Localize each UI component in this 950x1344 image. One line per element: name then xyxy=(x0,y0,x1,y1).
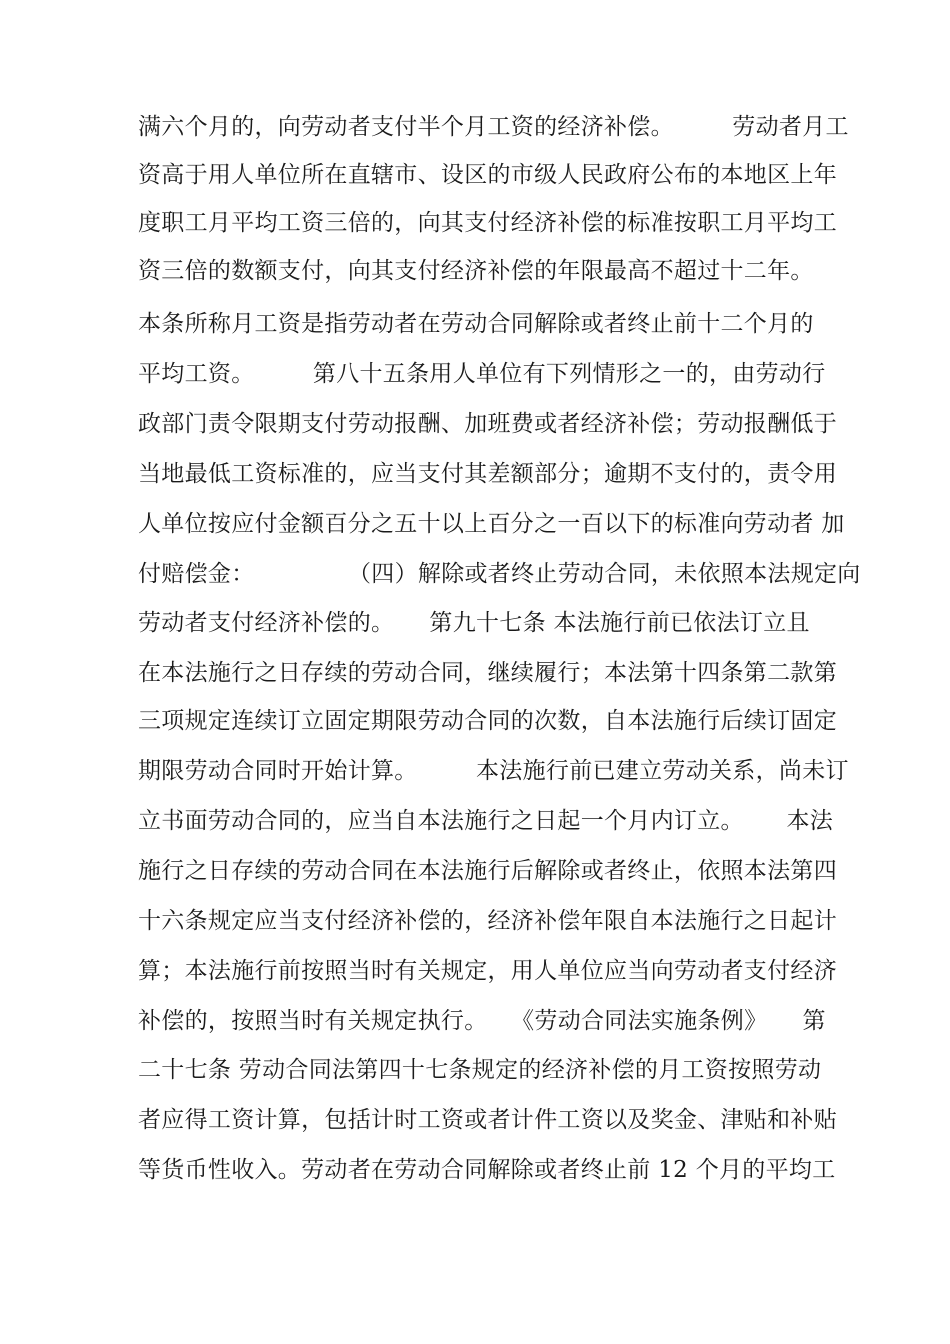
text-line: 满六个月的，向劳动者支付半个月工资的经济补偿。 劳动者月工 xyxy=(138,114,849,140)
text-line: 政部门责令限期支付劳动报酬、加班费或者经济补偿；劳动报酬低于 xyxy=(138,411,837,437)
text-line: 补偿的，按照当时有关规定执行。 《劳动合同法实施条例》 第 xyxy=(138,1008,826,1034)
text-line: 付赔偿金： （四）解除或者终止劳动合同，未依照本法规定向 xyxy=(138,561,861,587)
text-line: 二十七条 劳动合同法第四十七条规定的经济补偿的月工资按照劳动 xyxy=(138,1057,822,1083)
text-line: 资三倍的数额支付，向其支付经济补偿的年限最高不超过十二年。 xyxy=(138,258,814,284)
text-line: 等货币性收入。劳动者在劳动合同解除或者终止前 12 个月的平均工 xyxy=(138,1157,836,1183)
text-line: 当地最低工资标准的，应当支付其差额部分；逾期不支付的，责令用 xyxy=(138,461,837,487)
text-line: 期限劳动合同时开始计算。 本法施行前已建立劳动关系，尚未订 xyxy=(138,758,849,784)
text-line: 立书面劳动合同的，应当自本法施行之日起一个月内订立。 本法 xyxy=(138,808,834,834)
text-line: 度职工月平均工资三倍的，向其支付经济补偿的标准按职工月平均工 xyxy=(138,210,837,236)
text-line: 人单位按应付金额百分之五十以上百分之一百以下的标准向劳动者 加 xyxy=(138,511,845,537)
text-line: 平均工资。 第八十五条用人单位有下列情形之一的，由劳动行 xyxy=(138,361,826,387)
text-line: 资高于用人单位所在直辖市、设区的市级人民政府公布的本地区上年 xyxy=(138,162,837,188)
text-line: 三项规定连续订立固定期限劳动合同的次数，自本法施行后续订固定 xyxy=(138,708,837,734)
text-line: 十六条规定应当支付经济补偿的，经济补偿年限自本法施行之日起计 xyxy=(138,908,837,934)
text-line: 劳动者支付经济补偿的。 第九十七条 本法施行前已依法订立且 xyxy=(138,610,810,636)
text-line: 本条所称月工资是指劳动者在劳动合同解除或者终止前十二个月的 xyxy=(138,311,814,337)
text-line: 在本法施行之日存续的劳动合同，继续履行；本法第十四条第二款第 xyxy=(138,660,837,686)
text-line: 施行之日存续的劳动合同在本法施行后解除或者终止，依照本法第四 xyxy=(138,858,837,884)
text-line: 算；本法施行前按照当时有关规定，用人单位应当向劳动者支付经济 xyxy=(138,958,837,984)
text-line: 者应得工资计算，包括计时工资或者计件工资以及奖金、津贴和补贴 xyxy=(138,1107,837,1133)
